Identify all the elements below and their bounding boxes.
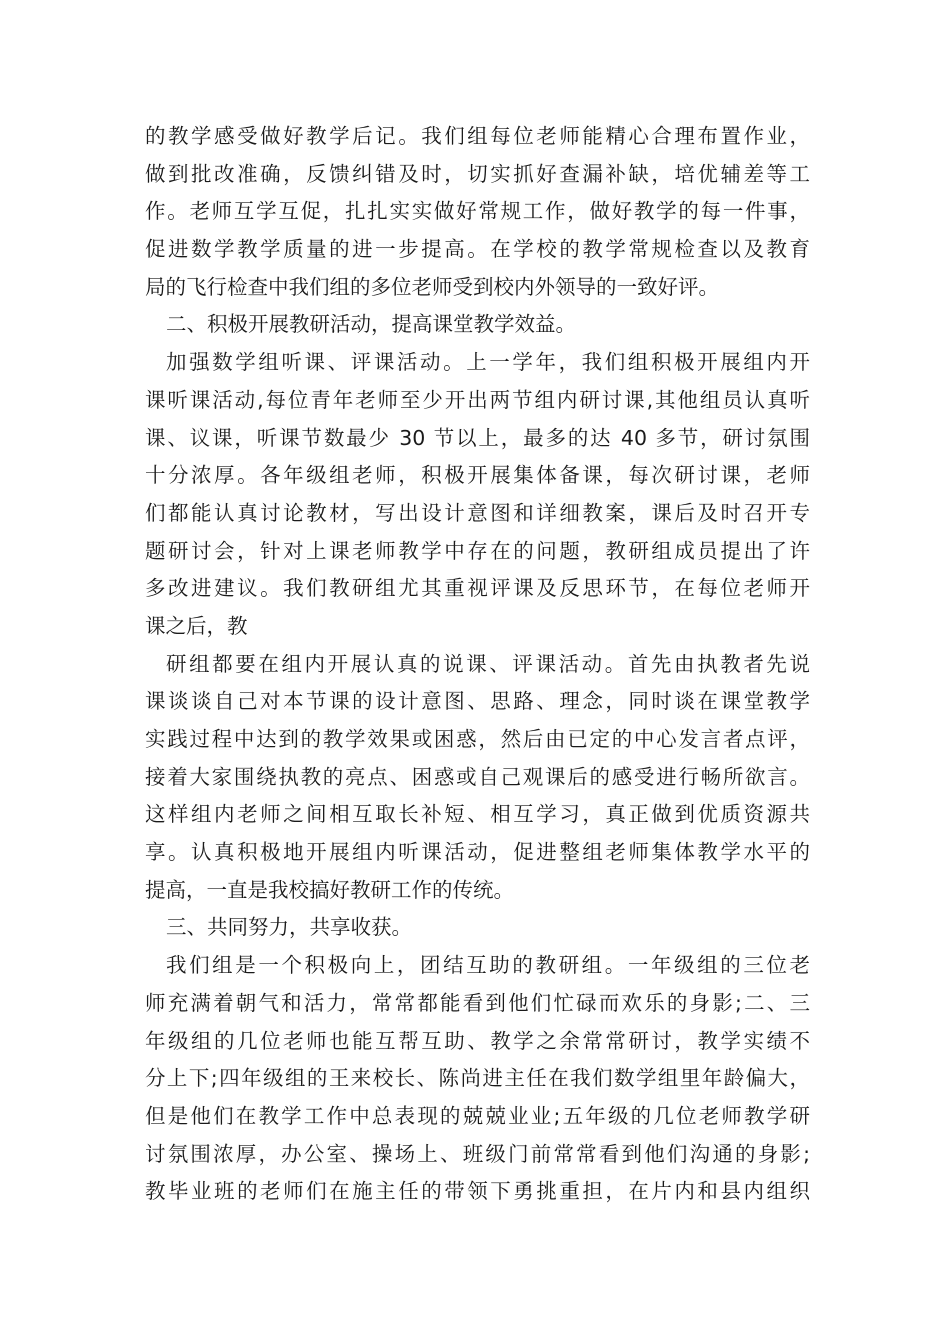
text-line: 教毕业班的老师们在施主任的带领下勇挑重担，在片内和县内组织 — [145, 1179, 810, 1204]
text-line: 这样组内老师之间相互取长补短、相互学习，真正做到优质资源共 — [145, 802, 810, 827]
text-line: 但是他们在教学工作中总表现的兢兢业业;五年级的几位老师教学研 — [145, 1103, 810, 1128]
text-line: 年级组的几位老师也能互帮互助、教学之余常常研讨，教学实绩不 — [145, 1028, 810, 1053]
text-line: 讨氛围浓厚，办公室、操场上、班级门前常常看到他们沟通的身影; — [145, 1141, 810, 1166]
text-line: 作。老师互学互促，扎扎实实做好常规工作，做好教学的每一件事， — [145, 199, 810, 224]
text-line: 局的飞行检查中我们组的多位老师受到校内外领导的一致好评。 — [145, 274, 719, 299]
text-line: 课听课活动,每位青年老师至少开出两节组内研讨课,其他组员认真听 — [145, 387, 810, 412]
text-line: 研组都要在组内开展认真的说课、评课活动。首先由执教者先说 — [166, 651, 810, 676]
text-line: 的教学感受做好教学后记。我们组每位老师能精心合理布置作业， — [145, 124, 810, 148]
text-line: 实践过程中达到的教学效果或困惑，然后由已定的中心发言者点评， — [145, 727, 810, 751]
text-line: 们都能认真讨论教材，写出设计意图和详细教案，课后及时召开专 — [145, 500, 810, 525]
text-line: 多改进建议。我们教研组尤其重视评课及反思环节，在每位老师开 — [145, 576, 810, 601]
text-line: 我们组是一个积极向上，团结互助的教研组。一年级组的三位老 — [166, 953, 810, 978]
text-line: 十分浓厚。各年级组老师，积极开展集体备课，每次研讨课，老师 — [145, 463, 810, 488]
text-line: 二、积极开展教研活动，提高课堂教学效益。 — [166, 312, 576, 337]
text-line: 师充满着朝气和活力，常常都能看到他们忙碌而欢乐的身影;二、三 — [145, 990, 810, 1015]
text-line: 题研讨会，针对上课老师教学中存在的问题，教研组成员提出了许 — [145, 538, 810, 563]
text-line: 接着大家围绕执教的亮点、困惑或自己观课后的感受进行畅所欲言。 — [145, 764, 810, 789]
text-line: 课之后，教 — [145, 613, 248, 638]
text-line: 加强数学组听课、评课活动。上一学年，我们组积极开展组内开 — [166, 350, 810, 375]
text-line: 提高，一直是我校搞好教研工作的传统。 — [145, 877, 514, 902]
document-body — [145, 118, 810, 1211]
text-line: 做到批改准确，反馈纠错及时，切实抓好查漏补缺，培优辅差等工 — [145, 161, 810, 186]
text-line: 促进数学教学质量的进一步提高。在学校的教学常规检查以及教育 — [145, 237, 810, 262]
text-line: 三、共同努力，共享收获。 — [166, 915, 412, 940]
text-line: 分上下;四年级组的王来校长、陈尚进主任在我们数学组里年龄偏大， — [145, 1066, 810, 1091]
text-line: 享。认真积极地开展组内听课活动，促进整组老师集体教学水平的 — [145, 840, 810, 865]
text-line: 课谈谈自己对本节课的设计意图、思路、理念，同时谈在课堂教学 — [145, 689, 810, 714]
text-line: 课、议课，听课节数最少 30 节以上，最多的达 40 多节，研讨氛围 — [145, 425, 810, 450]
